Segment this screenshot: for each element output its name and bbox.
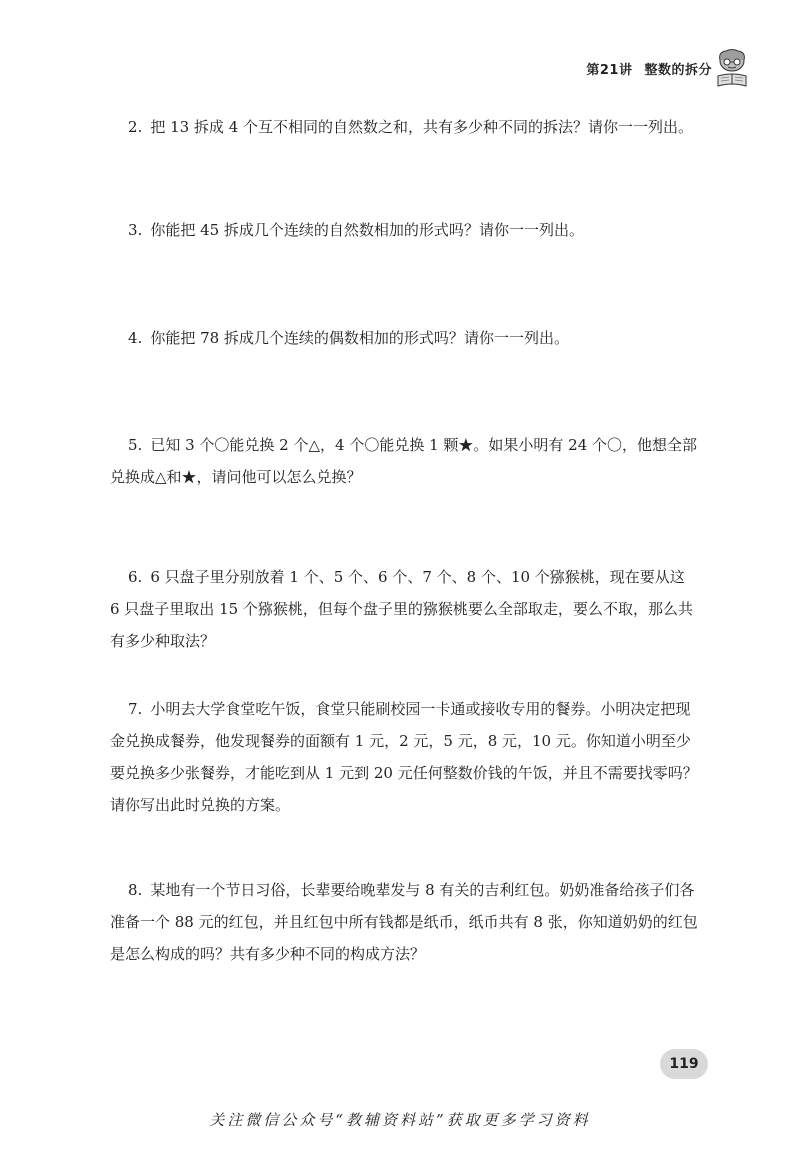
question-number: 5. [128,436,143,454]
reading-child-icon [712,48,752,90]
question-text: 把 13 拆成 4 个互不相同的自然数之和，共有多少种不同的拆法？请你一一列出。 [150,118,694,136]
question-number: 8. [128,881,143,899]
question-5 [110,429,698,493]
question-text: 某地有一个节日习俗，长辈要给晚辈发与 8 有关的吉利红包。奶奶准备给孩子们各准备一个 88 元的红包，并且红包中所有钱都是纸币，纸币共有 8 张，你知道奶奶的红包是怎么构成的吗？共有多少种不同的构成方法？ [110,881,698,963]
question-3 [128,214,698,246]
question-number: 7. [128,700,143,718]
question-text: 已知 3 个〇能兑换 2 个△，4 个〇能兑换 1 颗★。如果小明有 24 个〇，他想全部兑换成△和★，请问他可以怎么兑换？ [110,436,698,486]
footer-note: 关注微信公众号“教辅资料站”获取更多学习资料 [209,1111,591,1129]
page-number: 119 [669,1056,699,1072]
question-8 [110,874,698,970]
question-number: 6. [128,568,143,586]
question-6 [110,561,698,657]
question-text: 小明去大学食堂吃午饭，食堂只能刷校园一卡通或接收专用的餐券。小明决定把现金兑换成餐券，他发现餐券的面额有 1 元，2 元，5 元，8 元，10 元。你知道小明至少要兑换多少张餐券，才能吃到从 1 元到 20 元任何整数价钱的午饭，并且不需要找零吗？请你写出此时兑换的方案。 [110,700,698,814]
page-number-badge [660,1049,708,1079]
question-number: 4. [128,329,143,347]
question-number: 3. [128,221,143,239]
question-7 [110,693,698,821]
page-header [586,54,712,82]
question-number: 2. [128,118,143,136]
question-2 [128,111,698,143]
question-text: 你能把 45 拆成几个连续的自然数相加的形式吗？请你一一列出。 [150,221,584,239]
question-4 [128,322,698,354]
question-text: 6 只盘子里分别放着 1 个、5 个、6 个、7 个、8 个、10 个猕猴桃，现在要从这 6 只盘子里取出 15 个猕猴桃，但每个盘子里的猕猴桃要么全部取走，要么不取，那么共有多少种取法？ [110,568,693,650]
question-text: 你能把 78 拆成几个连续的偶数相加的形式吗？请你一一列出。 [150,329,569,347]
topic-title: 整数的拆分 [644,62,712,78]
lecture-label: 第21讲 [586,62,633,78]
